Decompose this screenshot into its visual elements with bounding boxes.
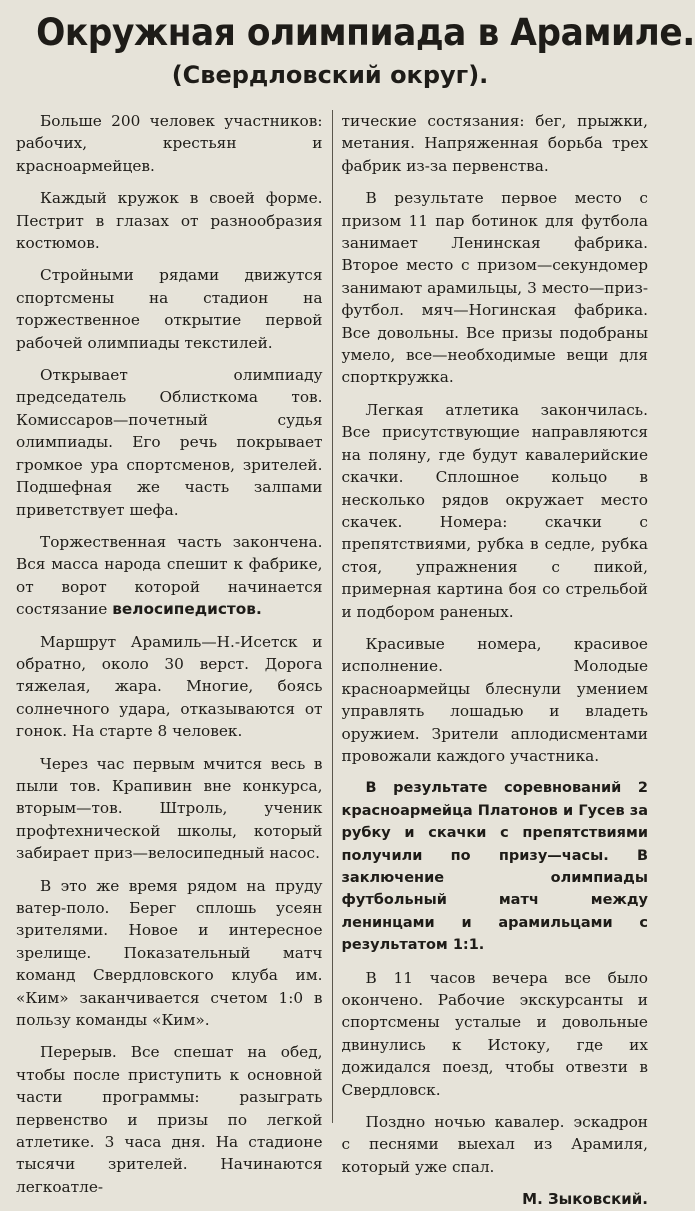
paragraph: Открывает олимпиаду председатель Облисткома тов. Комиссаров—почетный судья олимпиады. Его речь покрывает громкое ура спортсменов, зрителей. Подшефная же часть залпами приветствует шефа. xyxy=(16,366,323,519)
paragraph: Маршрут Арамиль—Н.-Исетск и обратно, около 30 верст. Дорога тяжелая, жара. Многие, боясь солнечного удара, отказываются от гонок. На старте 8 человек. xyxy=(16,632,323,741)
right-column xyxy=(333,110,649,1209)
author-signature: М. Зыковский. xyxy=(522,1190,648,1209)
article-title: Окружная олимпиада в Арамиле. xyxy=(36,11,695,54)
paragraph: В это же время рядом на пруду ватер-поло. Берег сплошь усеян зрителями. Новое и интересное зрелище. Показательный матч команд Свердловского клуба им. «Ким» заканчивается счетом 1:0 в пользу команды «Ким». xyxy=(16,876,323,1030)
paragraph: Легкая атлетика закончилась. Все присутствующие направляются на поляну, где будут кавалерийские скачки. Сплошное кольцо в несколько рядов окружает место скачек. Номера: скачки с препятствиями, рубка в седле, рубка стоя, упражнения с пикой, примерная картина боя со стрельбой и подбором раненых. xyxy=(341,400,648,621)
paragraph: Поздно ночью кавалер. эскадрон с песнями выехал из Арамиля, который уже спал. xyxy=(341,1113,648,1176)
paragraph: Каждый кружок в своей форме. Пестрит в глазах от разнообразия костюмов. xyxy=(16,189,323,253)
paragraph-text: Торжественная часть закончена. Вся масса народа спешит к фабрике, от ворот которой начинается состязание xyxy=(16,532,323,619)
paragraph: Стройными рядами движутся спортсмены на стадион на торжественное открытие первой рабочей олимпиады текстилей. xyxy=(16,266,323,352)
paragraph xyxy=(16,531,323,621)
left-column xyxy=(16,110,332,1196)
paragraph: Больше 200 человек участников: рабочих, крестьян и красноармейцев. xyxy=(16,112,323,175)
bold-term: велосипедистов. xyxy=(112,600,262,619)
results-paragraph: В результате соревнований 2 красноармейца Платонов и Гусев за рубку и скачки с препятствиями получили по призу—часы. В заключение олимпиады футбольный матч между ленинцами и арамильцами с результатом 1:1. xyxy=(341,780,648,954)
article-body xyxy=(16,110,648,1209)
paragraph: Через час первым мчится весь в пыли тов. Крапивин вне конкурса, вторым—тов. Штроль, ученик профтехнической школы, который забирает приз—велосипедный насос. xyxy=(16,754,323,863)
paragraph-continuation: тические состязания: бег, прыжки, метания. Напряженная борьба трех фабрик из-за первенства. xyxy=(341,112,648,175)
paragraph: Красивые номера, красивое исполнение. Молодые красноармейцы блеснули умением управлять лошадью и владеть оружием. Зрители аплодисментами провожали каждого участника. xyxy=(341,634,648,765)
article-subtitle: (Свердловский округ). xyxy=(171,61,489,89)
paragraph: В 11 часов вечера все было окончено. Рабочие экскурсанты и спортсмены усталые и довольные двинулись к Истоку, где их дожидался поезд, чтобы отвезти в Свердловск. xyxy=(341,968,648,1099)
paragraph: В результате первое место с призом 11 пар ботинок для футбола занимает Ленинская фабрика. Второе место с призом—секундомер занимают арамильцы, 3 место—приз-футбол. мяч—Ногинская фабрика. Все довольны. Все призы подобраны умело, все—необходимые вещи для спорткружка. xyxy=(341,189,648,387)
paragraph: Перерыв. Все спешат на обед, чтобы после приступить к основной части программы: разыграть первенство и призы по легкой атлетике. 3 часа дня. На стадионе тысячи зрителей. Начинаются легкоатле- xyxy=(16,1043,323,1196)
